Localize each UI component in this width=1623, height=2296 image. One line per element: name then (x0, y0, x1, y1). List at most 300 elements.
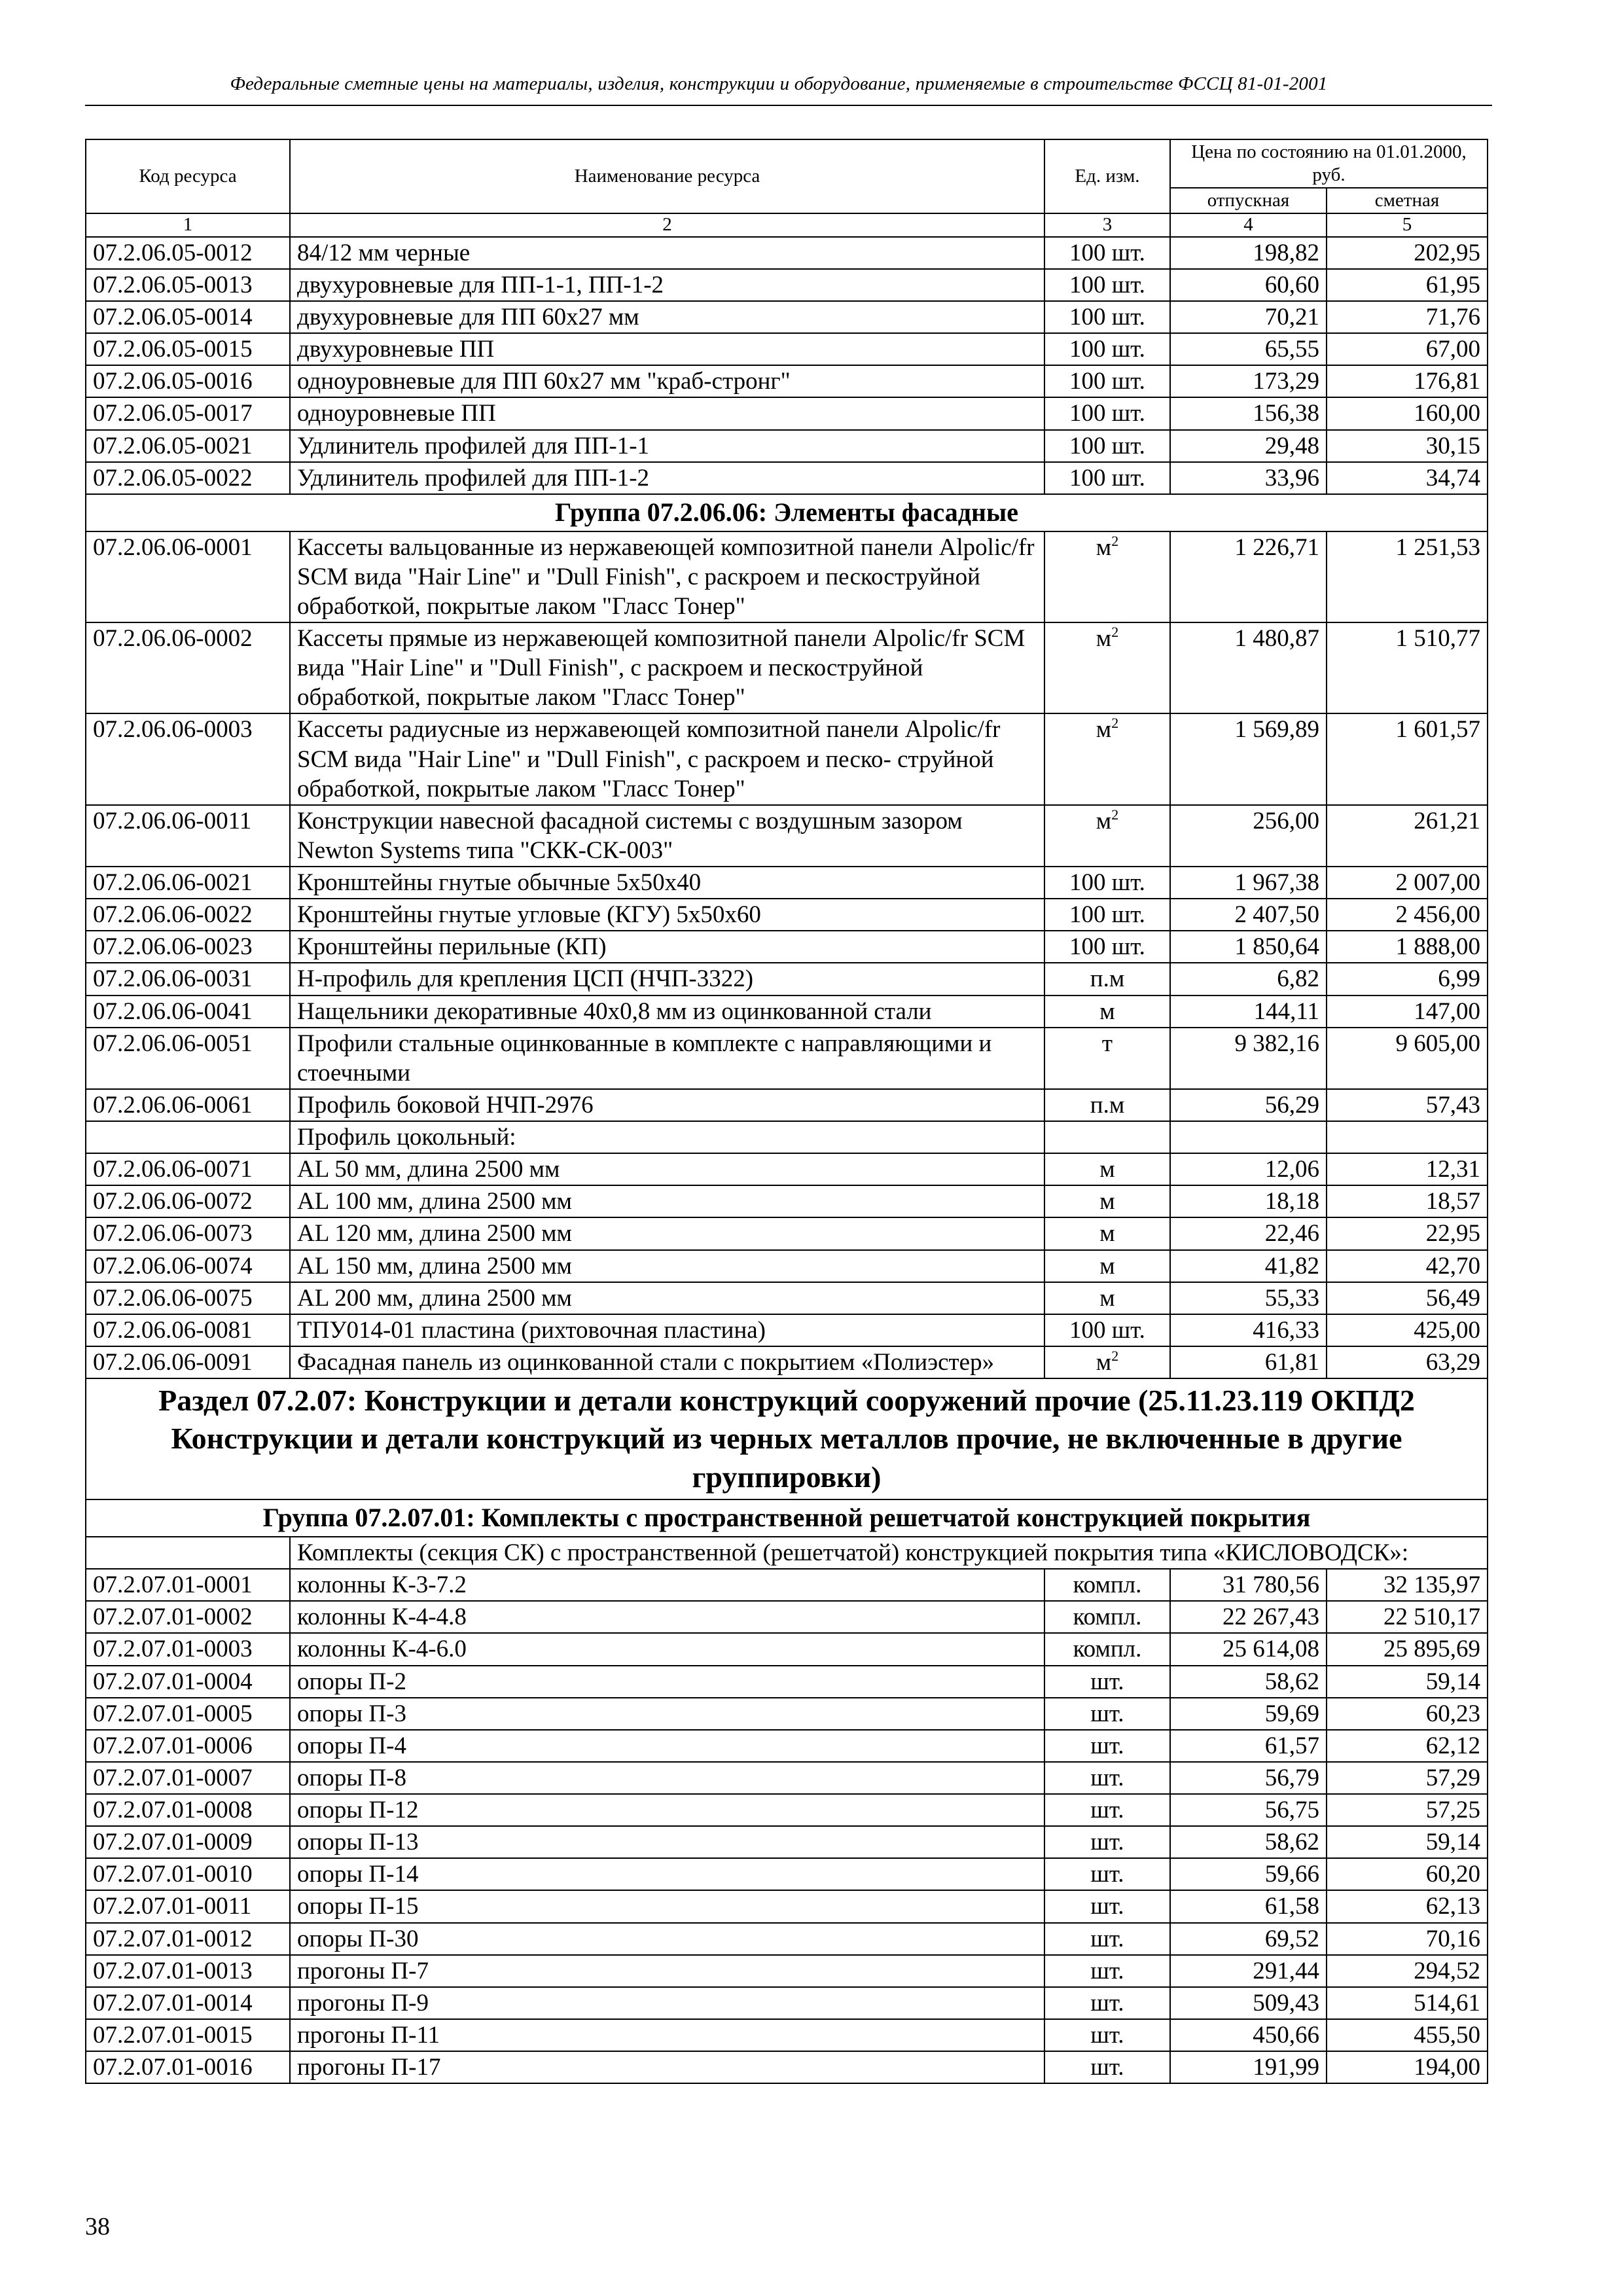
unit-cell (1044, 867, 1170, 899)
estimate-price: 67,00 (1327, 333, 1488, 365)
table-row (86, 963, 1488, 995)
unit: шт. (1090, 2021, 1124, 2049)
resource-code: 07.2.06.06-0021 (86, 867, 290, 899)
unit-cell (1044, 899, 1170, 931)
resource-code: 07.2.07.01-0015 (86, 2019, 290, 2051)
unit-cell (1044, 1698, 1170, 1730)
subheading-row (86, 1537, 1488, 1569)
estimate-price: 202,95 (1327, 237, 1488, 269)
estimate-price: 2 007,00 (1327, 867, 1488, 899)
resource-code: 07.2.06.06-0022 (86, 899, 290, 931)
unit: шт. (1090, 1797, 1124, 1824)
unit: компл. (1073, 1636, 1142, 1663)
resource-name: Профили стальные оцинкованные в комплекте с направляющими и стоечными (290, 1028, 1044, 1089)
resource-name: Удлинитель профилей для ПП-1-1 (290, 430, 1044, 462)
estimate-price: 1 888,00 (1327, 931, 1488, 963)
resource-name: опоры П-2 (290, 1666, 1044, 1698)
table-row (86, 1858, 1488, 1890)
estimate-price: 147,00 (1327, 996, 1488, 1028)
unit: шт. (1090, 1668, 1124, 1695)
estimate-price: 57,25 (1327, 1794, 1488, 1826)
subheading-text: Комплекты (секция СК) с пространственной (решетчатой) конструкцией покрытия типа «КИСЛОВОДСК»: (290, 1537, 1488, 1569)
header-name: Наименование ресурса (290, 139, 1044, 213)
resource-code: 07.2.07.01-0003 (86, 1633, 290, 1665)
unit-exponent: 2 (1111, 806, 1119, 823)
resource-code: 07.2.06.05-0017 (86, 397, 290, 429)
resource-name: опоры П-13 (290, 1826, 1044, 1858)
estimate-price: 42,70 (1327, 1250, 1488, 1282)
release-price: 70,21 (1170, 301, 1327, 333)
unit-cell (1044, 269, 1170, 301)
release-price: 156,38 (1170, 397, 1327, 429)
unit: 100 шт. (1069, 400, 1145, 427)
estimate-price: 294,52 (1327, 1955, 1488, 1987)
resource-name: опоры П-15 (290, 1890, 1044, 1922)
table-row (86, 1698, 1488, 1730)
unit-cell (1044, 462, 1170, 494)
estimate-price: 176,81 (1327, 365, 1488, 397)
release-price: 56,75 (1170, 1794, 1327, 1826)
unit-cell (1044, 1601, 1170, 1633)
unit-cell (1044, 1666, 1170, 1698)
unit-exponent: 2 (1111, 624, 1119, 641)
resource-code: 07.2.06.06-0061 (86, 1089, 290, 1121)
unit-cell (1044, 996, 1170, 1028)
release-price: 416,33 (1170, 1314, 1327, 1346)
header-estimate-price: сметная (1327, 188, 1488, 213)
resource-code: 07.2.07.01-0011 (86, 1890, 290, 1922)
release-price: 198,82 (1170, 237, 1327, 269)
unit-cell (1044, 1987, 1170, 2019)
section-heading: Раздел 07.2.07: Конструкции и детали конструкций сооружений прочие (25.11.23.119 ОКПД2 Конструкции и детали конструкций из черных металлов прочие, не включенные в другие группировки) (86, 1378, 1488, 1499)
estimate-price: 62,13 (1327, 1890, 1488, 1922)
resource-code: 07.2.07.01-0001 (86, 1569, 290, 1601)
estimate-price: 59,14 (1327, 1666, 1488, 1698)
unit: м (1099, 1284, 1115, 1312)
table-row (86, 1569, 1488, 1601)
unit-cell (1044, 622, 1170, 713)
unit: м (1099, 1220, 1115, 1247)
unit-exponent: 2 (1111, 715, 1119, 732)
unit: м (1096, 716, 1112, 744)
unit: м (1099, 1188, 1115, 1215)
estimate-price: 194,00 (1327, 2051, 1488, 2083)
unit: 100 шт. (1069, 933, 1145, 961)
estimate-price: 22,95 (1327, 1217, 1488, 1249)
release-price: 9 382,16 (1170, 1028, 1327, 1089)
resource-code: 07.2.06.06-0091 (86, 1346, 290, 1378)
resource-name: Профиль цокольный: (290, 1121, 1044, 1153)
table-row (86, 462, 1488, 494)
resource-code (86, 1121, 290, 1153)
unit: 100 шт. (1069, 464, 1145, 492)
estimate-price: 425,00 (1327, 1314, 1488, 1346)
table-row (86, 1730, 1488, 1762)
unit-cell (1044, 931, 1170, 963)
table-row (86, 1923, 1488, 1955)
unit-cell (1044, 301, 1170, 333)
release-price: 69,52 (1170, 1923, 1327, 1955)
unit: м (1099, 1156, 1115, 1183)
estimate-price: 70,16 (1327, 1923, 1488, 1955)
resource-name: Кассеты прямые из нержавеющей композитной панели Alpolic/fr SCM вида "Hair Line" и "Dull Finish", с раскроем и пескоструйной обработкой, покрытые лаком "Гласс Тонер" (290, 622, 1044, 713)
unit-cell (1044, 713, 1170, 804)
header-price: Цена по состоянию на 01.01.2000, руб. (1170, 139, 1488, 188)
unit: шт. (1090, 1893, 1124, 1920)
table-row (86, 1987, 1488, 2019)
table-row (86, 1633, 1488, 1665)
release-price: 144,11 (1170, 996, 1327, 1028)
resource-code: 07.2.07.01-0008 (86, 1794, 290, 1826)
resource-name: Кронштейны гнутые обычные 5х50х40 (290, 867, 1044, 899)
resource-name: прогоны П-11 (290, 2019, 1044, 2051)
release-price: 22,46 (1170, 1217, 1327, 1249)
resource-name: Профиль боковой НЧП-2976 (290, 1089, 1044, 1121)
resource-name: опоры П-4 (290, 1730, 1044, 1762)
header-unit: Ед. изм. (1044, 139, 1170, 213)
unit: м (1096, 807, 1112, 834)
unit: 100 шт. (1069, 368, 1145, 395)
table-row (86, 301, 1488, 333)
unit-cell (1044, 1826, 1170, 1858)
resource-code: 07.2.06.06-0031 (86, 963, 290, 995)
table-row (86, 1028, 1488, 1089)
release-price: 1 569,89 (1170, 713, 1327, 804)
table-row (86, 1282, 1488, 1314)
unit: шт. (1090, 1989, 1124, 2017)
table-row (86, 1250, 1488, 1282)
unit: шт. (1090, 1732, 1124, 1759)
unit-cell (1044, 1314, 1170, 1346)
unit-cell (1044, 805, 1170, 867)
release-price: 22 267,43 (1170, 1601, 1327, 1633)
release-price: 173,29 (1170, 365, 1327, 397)
estimate-price: 514,61 (1327, 1987, 1488, 2019)
unit-cell (1044, 1089, 1170, 1121)
unit: 100 шт. (1069, 336, 1145, 363)
unit-cell (1044, 1633, 1170, 1665)
table-row (86, 1601, 1488, 1633)
unit: шт. (1090, 2054, 1124, 2081)
estimate-price: 60,20 (1327, 1858, 1488, 1890)
release-price: 56,79 (1170, 1762, 1327, 1794)
table-row (86, 899, 1488, 931)
unit: м (1099, 1252, 1115, 1280)
release-price (1170, 1121, 1327, 1153)
unit: т (1101, 1030, 1113, 1057)
resource-name: опоры П-12 (290, 1794, 1044, 1826)
column-number: 1 (86, 213, 290, 237)
resource-name: Кассеты вальцованные из нержавеющей композитной панели Alpolic/fr SCM вида "Hair Line" и "Dull Finish", с раскроем и пескоструйной обработкой, покрытые лаком "Гласс Тонер" (290, 531, 1044, 622)
unit-cell (1044, 1858, 1170, 1890)
unit: шт. (1090, 1957, 1124, 1984)
unit-cell (1044, 1890, 1170, 1922)
release-price: 256,00 (1170, 805, 1327, 867)
empty-cell (86, 1537, 290, 1569)
resource-code: 07.2.06.06-0075 (86, 1282, 290, 1314)
resource-code: 07.2.06.06-0071 (86, 1153, 290, 1185)
column-number: 4 (1170, 213, 1327, 237)
resource-code: 07.2.06.05-0021 (86, 430, 290, 462)
resource-code: 07.2.06.06-0002 (86, 622, 290, 713)
unit: м (1099, 997, 1115, 1025)
unit: шт. (1090, 1861, 1124, 1888)
table-row (86, 531, 1488, 622)
header-release-price: отпускная (1170, 188, 1327, 213)
unit-cell (1044, 1794, 1170, 1826)
release-price: 1 480,87 (1170, 622, 1327, 713)
resource-code: 07.2.06.05-0016 (86, 365, 290, 397)
resource-code: 07.2.06.06-0003 (86, 713, 290, 804)
header-rule (85, 105, 1492, 106)
unit-cell (1044, 397, 1170, 429)
release-price: 60,60 (1170, 269, 1327, 301)
release-price: 25 614,08 (1170, 1633, 1327, 1665)
unit-cell (1044, 1346, 1170, 1378)
running-header: Федеральные сметные цены на материалы, изделия, конструкции и оборудование, применяемые в строительстве ФССЦ 81-01-2001 (230, 73, 1328, 94)
resource-name: прогоны П-7 (290, 1955, 1044, 1987)
estimate-price: 9 605,00 (1327, 1028, 1488, 1089)
estimate-price: 63,29 (1327, 1346, 1488, 1378)
resource-code: 07.2.06.06-0023 (86, 931, 290, 963)
table-row (86, 931, 1488, 963)
estimate-price: 261,21 (1327, 805, 1488, 867)
resource-name: AL 150 мм, длина 2500 мм (290, 1250, 1044, 1282)
resource-name: Кронштейны гнутые угловые (КГУ) 5х50х60 (290, 899, 1044, 931)
resource-name: колонны К-4-6.0 (290, 1633, 1044, 1665)
resource-code: 07.2.06.06-0081 (86, 1314, 290, 1346)
unit: п.м (1090, 965, 1125, 993)
estimate-price (1327, 1121, 1488, 1153)
column-number: 5 (1327, 213, 1488, 237)
resource-code: 07.2.07.01-0012 (86, 1923, 290, 1955)
unit: шт. (1090, 1700, 1124, 1727)
unit-cell (1044, 1250, 1170, 1282)
unit-cell (1044, 2019, 1170, 2051)
unit-cell (1044, 1282, 1170, 1314)
resource-name: Кассеты радиусные из нержавеющей композитной панели Alpolic/fr SCM вида "Hair Line" и "Dull Finish", с раскроем и песко- струйной обработкой, покрытые лаком "Гласс Тонер" (290, 713, 1044, 804)
estimate-price: 59,14 (1327, 1826, 1488, 1858)
estimate-price: 34,74 (1327, 462, 1488, 494)
estimate-price: 12,31 (1327, 1153, 1488, 1185)
resource-code: 07.2.06.06-0073 (86, 1217, 290, 1249)
estimate-price: 22 510,17 (1327, 1601, 1488, 1633)
resource-name: 84/12 мм черные (290, 237, 1044, 269)
unit: п.м (1090, 1091, 1125, 1119)
unit: м (1096, 533, 1112, 561)
unit: компл. (1073, 1571, 1142, 1599)
release-price: 65,55 (1170, 333, 1327, 365)
table-row (86, 1121, 1488, 1153)
estimate-price: 2 456,00 (1327, 899, 1488, 931)
release-price: 41,82 (1170, 1250, 1327, 1282)
resource-code: 07.2.06.05-0012 (86, 237, 290, 269)
group-heading: Группа 07.2.07.01: Комплекты с пространственной решетчатой конструкцией покрытия (86, 1499, 1488, 1537)
resource-name: AL 50 мм, длина 2500 мм (290, 1153, 1044, 1185)
release-price: 61,81 (1170, 1346, 1327, 1378)
table-body (86, 237, 1488, 2083)
unit: 100 шт. (1069, 271, 1145, 298)
column-number: 2 (290, 213, 1044, 237)
estimate-price: 160,00 (1327, 397, 1488, 429)
resource-name: одноуровневые для ПП 60х27 мм "краб-стронг" (290, 365, 1044, 397)
resource-code: 07.2.06.06-0051 (86, 1028, 290, 1089)
page-number: 38 (85, 2213, 110, 2240)
resource-name: AL 100 мм, длина 2500 мм (290, 1185, 1044, 1217)
table-row (86, 2051, 1488, 2083)
unit: 100 шт. (1069, 432, 1145, 459)
unit-cell (1044, 1153, 1170, 1185)
estimate-price: 1 510,77 (1327, 622, 1488, 713)
release-price: 55,33 (1170, 1282, 1327, 1314)
resource-name: двухуровневые ПП (290, 333, 1044, 365)
table-row (86, 1089, 1488, 1121)
estimate-price: 455,50 (1327, 2019, 1488, 2051)
release-price: 58,62 (1170, 1826, 1327, 1858)
resource-name: колонны К-4-4.8 (290, 1601, 1044, 1633)
unit: 100 шт. (1069, 901, 1145, 929)
resource-code: 07.2.07.01-0013 (86, 1955, 290, 1987)
unit: компл. (1073, 1604, 1142, 1631)
unit: 100 шт. (1069, 1316, 1145, 1344)
header-code: Код ресурса (86, 139, 290, 213)
table-row (86, 1762, 1488, 1794)
resource-code: 07.2.07.01-0016 (86, 2051, 290, 2083)
estimate-price: 1 251,53 (1327, 531, 1488, 622)
table-row (86, 1185, 1488, 1217)
resource-name: AL 120 мм, длина 2500 мм (290, 1217, 1044, 1249)
unit: 100 шт. (1069, 239, 1145, 266)
resource-name: ТПУ014-01 пластина (рихтовочная пластина) (290, 1314, 1044, 1346)
resource-name: колонны К-3-7.2 (290, 1569, 1044, 1601)
release-price: 291,44 (1170, 1955, 1327, 1987)
estimate-price: 56,49 (1327, 1282, 1488, 1314)
unit-cell (1044, 1762, 1170, 1794)
estimate-price: 1 601,57 (1327, 713, 1488, 804)
column-number: 3 (1044, 213, 1170, 237)
resource-name: Фасадная панель из оцинкованной стали с покрытием «Полиэстер» (290, 1346, 1044, 1378)
estimate-price: 71,76 (1327, 301, 1488, 333)
unit: шт. (1090, 1829, 1124, 1856)
unit-cell (1044, 1923, 1170, 1955)
unit-cell (1044, 1028, 1170, 1089)
release-price: 59,66 (1170, 1858, 1327, 1890)
resource-code: 07.2.06.05-0022 (86, 462, 290, 494)
resource-code: 07.2.06.06-0001 (86, 531, 290, 622)
release-price: 509,43 (1170, 1987, 1327, 2019)
release-price: 56,29 (1170, 1089, 1327, 1121)
release-price: 12,06 (1170, 1153, 1327, 1185)
release-price: 6,82 (1170, 963, 1327, 995)
table-row (86, 996, 1488, 1028)
resource-name: Удлинитель профилей для ПП-1-2 (290, 462, 1044, 494)
unit-cell (1044, 1730, 1170, 1762)
table-row (86, 1890, 1488, 1922)
table-row (86, 1955, 1488, 1987)
unit-exponent: 2 (1111, 532, 1119, 549)
resource-code: 07.2.06.05-0015 (86, 333, 290, 365)
release-price: 450,66 (1170, 2019, 1327, 2051)
unit: шт. (1090, 1925, 1124, 1952)
resource-name: одноуровневые ПП (290, 397, 1044, 429)
unit-cell (1044, 1955, 1170, 1987)
unit-cell (1044, 2051, 1170, 2083)
unit: 100 шт. (1069, 304, 1145, 331)
unit: м (1096, 625, 1112, 653)
resource-name: двухуровневые для ПП-1-1, ПП-1-2 (290, 269, 1044, 301)
estimate-price: 25 895,69 (1327, 1633, 1488, 1665)
resource-code: 07.2.07.01-0010 (86, 1858, 290, 1890)
resource-code: 07.2.06.06-0072 (86, 1185, 290, 1217)
release-price: 33,96 (1170, 462, 1327, 494)
resource-name: опоры П-30 (290, 1923, 1044, 1955)
estimate-price: 18,57 (1327, 1185, 1488, 1217)
section-heading-row (86, 1378, 1488, 1499)
table-row (86, 1794, 1488, 1826)
group-heading-row (86, 494, 1488, 531)
release-price: 61,58 (1170, 1890, 1327, 1922)
table-row (86, 365, 1488, 397)
column-number-row (86, 213, 1488, 237)
table-row (86, 2019, 1488, 2051)
estimate-price: 57,43 (1327, 1089, 1488, 1121)
resource-name: AL 200 мм, длина 2500 мм (290, 1282, 1044, 1314)
resource-code: 07.2.06.05-0013 (86, 269, 290, 301)
resource-code: 07.2.07.01-0002 (86, 1601, 290, 1633)
release-price: 191,99 (1170, 2051, 1327, 2083)
resource-name: Н-профиль для крепления ЦСП (НЧП-3322) (290, 963, 1044, 995)
release-price: 61,57 (1170, 1730, 1327, 1762)
release-price: 31 780,56 (1170, 1569, 1327, 1601)
resource-code: 07.2.06.06-0074 (86, 1250, 290, 1282)
release-price: 1 850,64 (1170, 931, 1327, 963)
resource-code: 07.2.07.01-0014 (86, 1987, 290, 2019)
estimate-price: 57,29 (1327, 1762, 1488, 1794)
table-row (86, 1346, 1488, 1378)
unit-cell (1044, 1217, 1170, 1249)
release-price: 1 226,71 (1170, 531, 1327, 622)
table-row (86, 867, 1488, 899)
table-row (86, 1826, 1488, 1858)
table-row (86, 622, 1488, 713)
estimate-price: 61,95 (1327, 269, 1488, 301)
resource-code: 07.2.07.01-0009 (86, 1826, 290, 1858)
table-row (86, 1666, 1488, 1698)
unit-cell (1044, 1185, 1170, 1217)
resource-code: 07.2.06.06-0041 (86, 996, 290, 1028)
unit: шт. (1090, 1764, 1124, 1791)
resource-name: прогоны П-17 (290, 2051, 1044, 2083)
resource-code: 07.2.06.06-0011 (86, 805, 290, 867)
resource-code: 07.2.07.01-0006 (86, 1730, 290, 1762)
unit-cell (1044, 1569, 1170, 1601)
table-row (86, 430, 1488, 462)
table-row (86, 1314, 1488, 1346)
unit-cell (1044, 1121, 1170, 1153)
release-price: 1 967,38 (1170, 867, 1327, 899)
resource-code: 07.2.07.01-0005 (86, 1698, 290, 1730)
unit-cell (1044, 237, 1170, 269)
resource-name: Нащельники декоративные 40х0,8 мм из оцинкованной стали (290, 996, 1044, 1028)
release-price: 29,48 (1170, 430, 1327, 462)
table-row (86, 805, 1488, 867)
release-price: 2 407,50 (1170, 899, 1327, 931)
release-price: 59,69 (1170, 1698, 1327, 1730)
resource-code: 07.2.07.01-0004 (86, 1666, 290, 1698)
estimate-price: 30,15 (1327, 430, 1488, 462)
estimate-price: 60,23 (1327, 1698, 1488, 1730)
unit-exponent: 2 (1111, 1347, 1119, 1364)
